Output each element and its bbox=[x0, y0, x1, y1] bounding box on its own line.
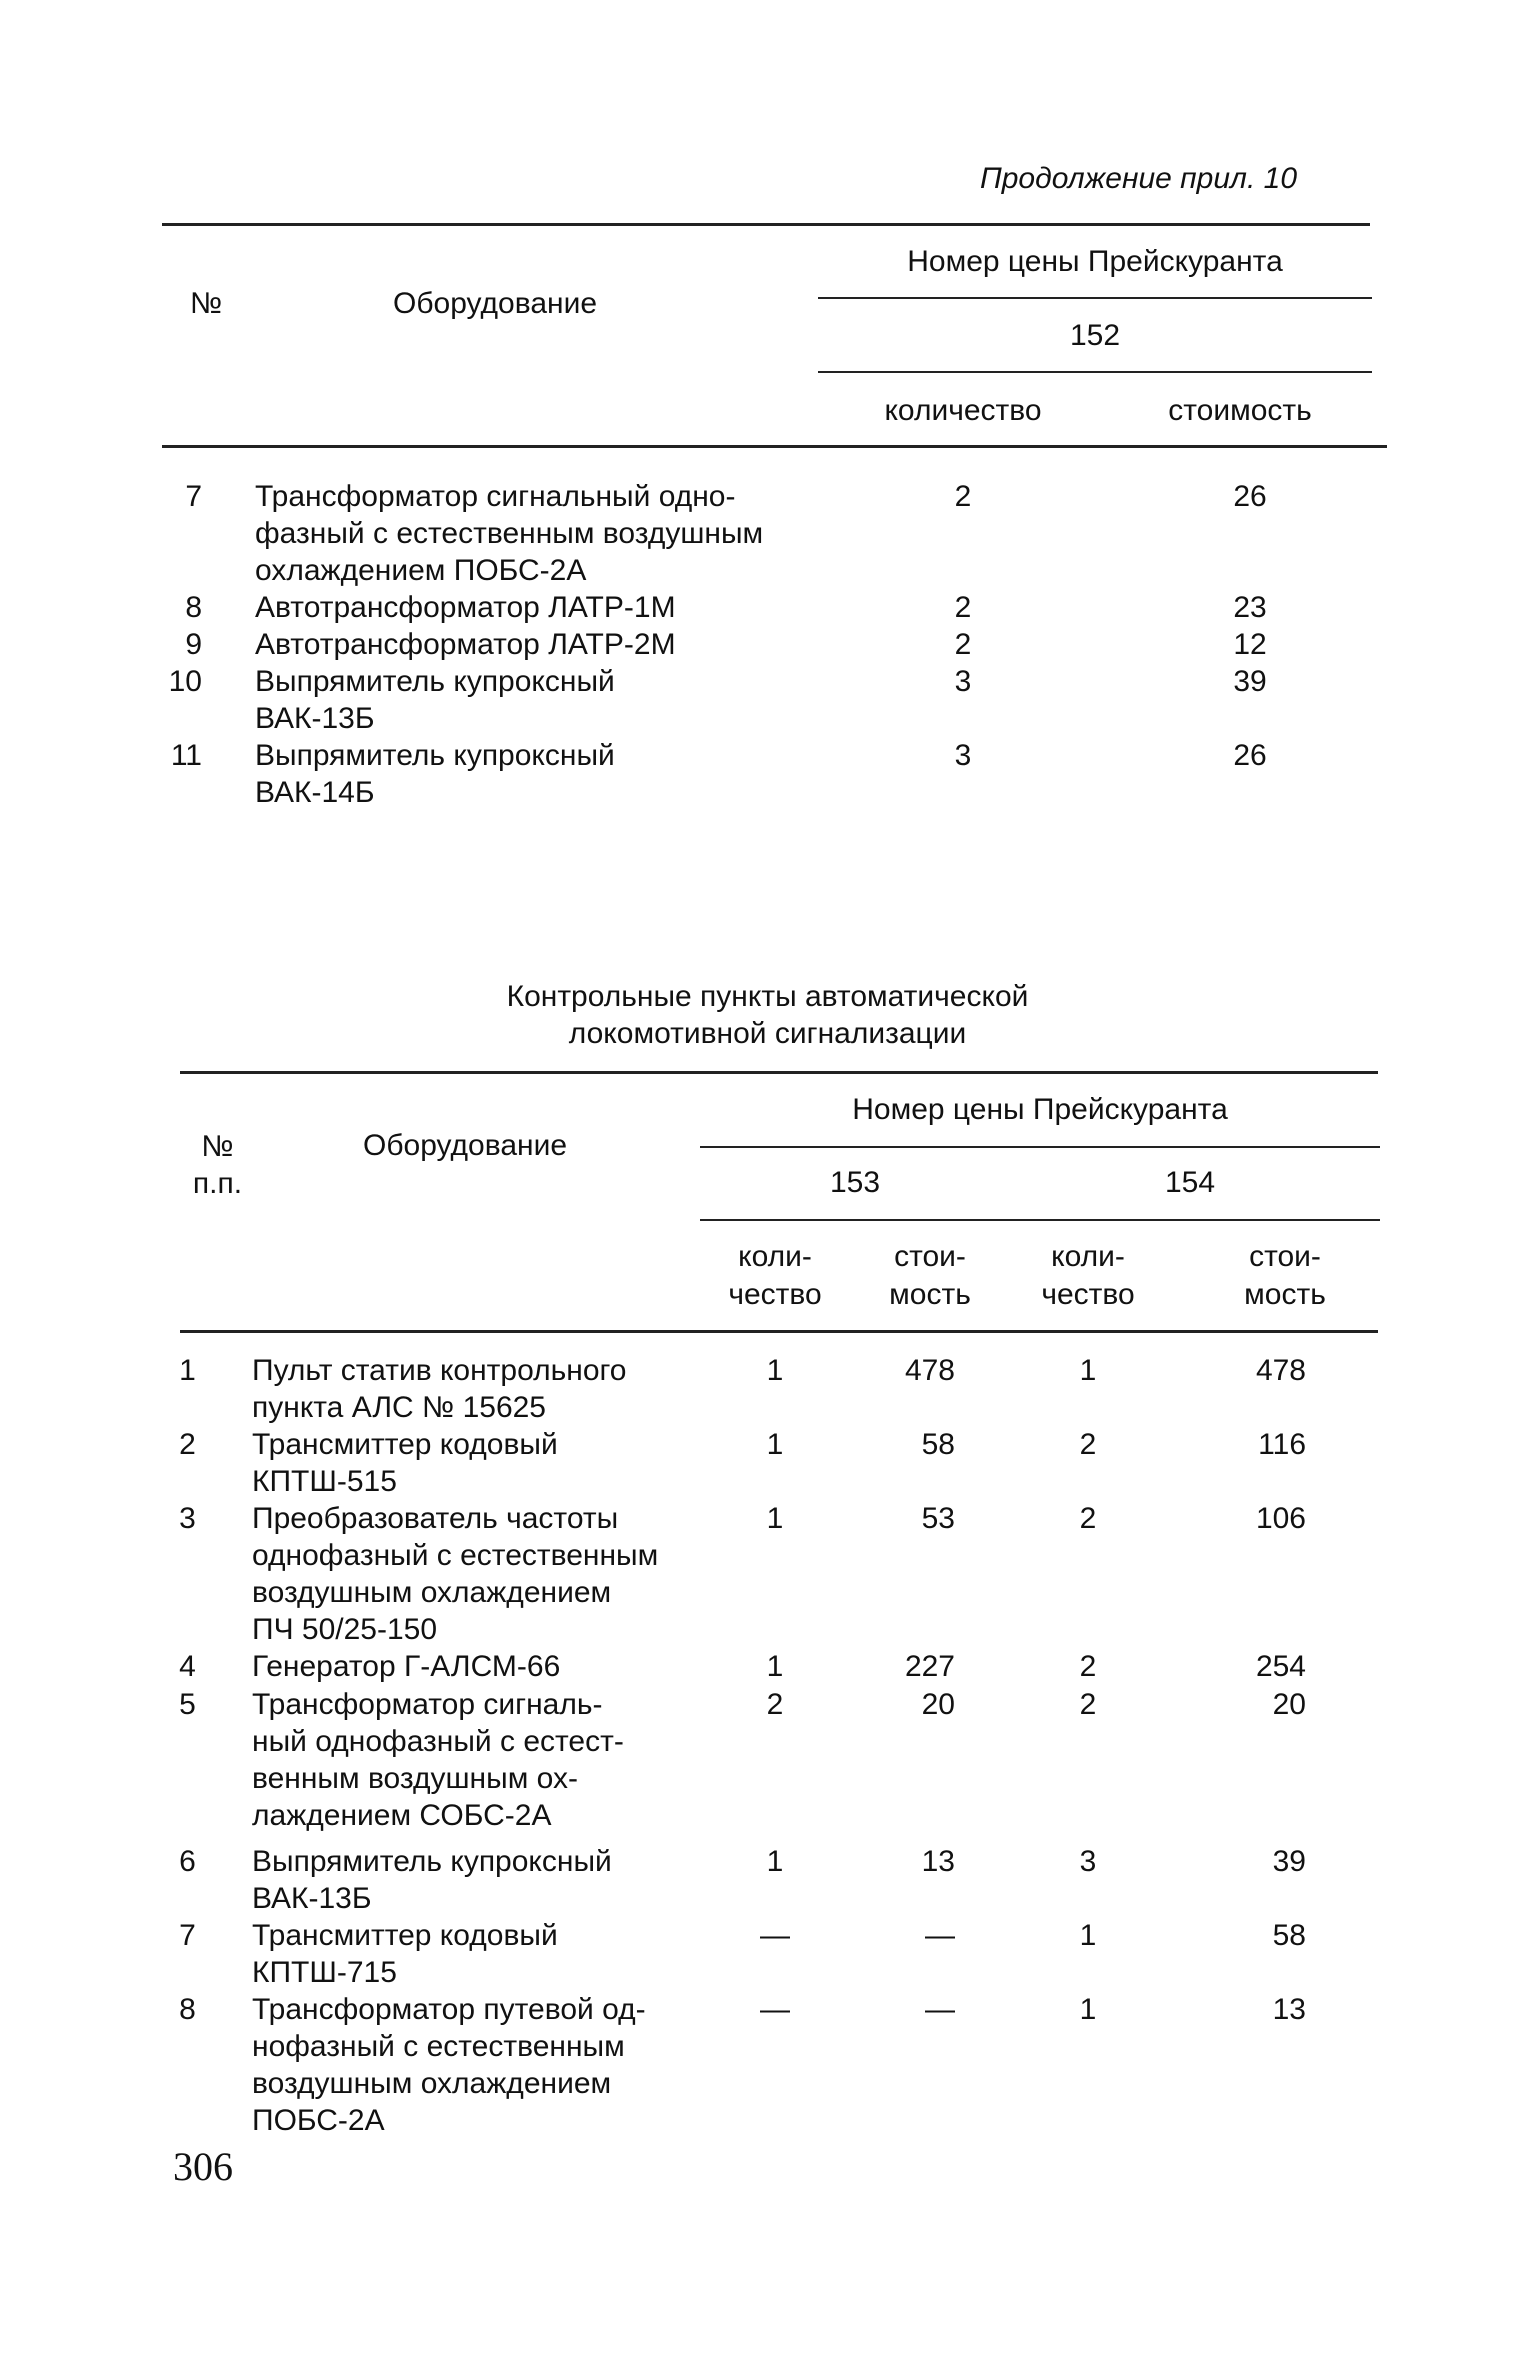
equipment-line: Выпрямитель купроксный bbox=[255, 665, 615, 698]
section-title-line-2: локомотивной сигнализации bbox=[568, 1017, 967, 1050]
equipment-line: ВАК-13Б bbox=[255, 702, 375, 735]
cost-154-value: 58 bbox=[1272, 1919, 1306, 1952]
cost-value: 39 bbox=[1233, 665, 1267, 698]
equipment-line: охлаждением ПОБС-2А bbox=[255, 554, 587, 587]
table-2-cost-154-line-2: мость bbox=[1244, 1278, 1326, 1311]
equipment-line: ПОБС-2А bbox=[252, 2104, 385, 2137]
table-2-rule-1 bbox=[700, 1146, 1380, 1148]
quantity-153-value: 2 bbox=[766, 1688, 784, 1721]
table-2-price-code-153: 153 bbox=[829, 1166, 881, 1199]
equipment-line: воздушным охлаждением bbox=[252, 1576, 612, 1609]
table-2-cost-154-line-1: стои- bbox=[1249, 1240, 1321, 1273]
quantity-153-value: — bbox=[760, 1919, 790, 1952]
row-number: 9 bbox=[185, 628, 202, 661]
table-2-qty-153-line-2: чество bbox=[728, 1278, 822, 1311]
row-number: 3 bbox=[179, 1502, 196, 1535]
row-number: 7 bbox=[179, 1919, 196, 1952]
table-1-sub-cost: стоимость bbox=[1168, 394, 1312, 427]
row-number: 10 bbox=[168, 665, 202, 698]
equipment-line: воздушным охлаждением bbox=[252, 2067, 612, 2100]
equipment-line: Автотрансформатор ЛАТР-2М bbox=[255, 628, 676, 661]
quantity-153-value: 1 bbox=[766, 1845, 784, 1878]
cost-153-value: 20 bbox=[921, 1688, 955, 1721]
equipment-line: лаждением СОБС-2А bbox=[252, 1799, 552, 1832]
table-2-qty-154-line-1: коли- bbox=[1051, 1240, 1125, 1273]
cost-153-value: — bbox=[925, 1919, 955, 1952]
table-1-col-equipment: Оборудование bbox=[393, 287, 598, 320]
continuation-note: Продолжение прил. 10 bbox=[980, 162, 1298, 195]
equipment-line: Трансформатор сигнальный одно- bbox=[255, 480, 736, 513]
row-number: 6 bbox=[179, 1845, 196, 1878]
equipment-line: фазный с естественным воздушным bbox=[255, 517, 764, 550]
quantity-value: 2 bbox=[954, 591, 972, 624]
row-number: 4 bbox=[179, 1650, 196, 1683]
table-2-qty-154-line-2: чество bbox=[1041, 1278, 1135, 1311]
equipment-line: венным воздушным ох- bbox=[252, 1762, 578, 1795]
row-number: 2 bbox=[179, 1428, 196, 1461]
section-title-line-1: Контрольные пункты автоматической bbox=[506, 980, 1029, 1013]
row-number: 5 bbox=[179, 1688, 196, 1721]
equipment-line: Генератор Г-АЛСМ-66 bbox=[252, 1650, 561, 1683]
quantity-154-value: 1 bbox=[1079, 1993, 1097, 2026]
table-1-col-no: № bbox=[190, 287, 223, 320]
row-number: 8 bbox=[185, 591, 202, 624]
row-number: 7 bbox=[185, 480, 202, 513]
equipment-line: однофазный с естественным bbox=[252, 1539, 659, 1572]
table-2-col-no-line-1: № bbox=[201, 1130, 234, 1163]
equipment-line: Трансформатор путевой од- bbox=[252, 1993, 646, 2026]
cost-153-value: 53 bbox=[921, 1502, 955, 1535]
cost-154-value: 39 bbox=[1272, 1845, 1306, 1878]
equipment-line: Выпрямитель купроксный bbox=[255, 739, 615, 772]
equipment-line: КПТШ-715 bbox=[252, 1956, 397, 1989]
cost-value: 26 bbox=[1233, 480, 1267, 513]
cost-153-value: 58 bbox=[921, 1428, 955, 1461]
table-1-header-bottom-rule bbox=[162, 445, 1387, 448]
equipment-line: Трансмиттер кодовый bbox=[252, 1919, 558, 1952]
table-2-cost-153-line-2: мость bbox=[889, 1278, 971, 1311]
quantity-153-value: — bbox=[760, 1993, 790, 2026]
quantity-value: 2 bbox=[954, 480, 972, 513]
cost-value: 12 bbox=[1233, 628, 1267, 661]
quantity-154-value: 3 bbox=[1079, 1845, 1097, 1878]
cost-value: 26 bbox=[1233, 739, 1267, 772]
equipment-line: ПЧ 50/25-150 bbox=[252, 1613, 438, 1646]
page-number: 306 bbox=[173, 2144, 233, 2189]
equipment-line: Трансформатор сигналь- bbox=[252, 1688, 603, 1721]
table-2-header-bottom-rule bbox=[180, 1330, 1378, 1333]
quantity-153-value: 1 bbox=[766, 1502, 784, 1535]
cost-154-value: 254 bbox=[1255, 1650, 1306, 1683]
table-2-top-rule bbox=[180, 1071, 1378, 1074]
table-2-cost-153-line-1: стои- bbox=[894, 1240, 966, 1273]
quantity-154-value: 1 bbox=[1079, 1919, 1097, 1952]
table-1-sub-qty: количество bbox=[884, 394, 1042, 427]
cost-154-value: 116 bbox=[1258, 1428, 1306, 1461]
quantity-153-value: 1 bbox=[766, 1650, 784, 1683]
cost-153-value: 227 bbox=[904, 1650, 955, 1683]
cost-154-value: 478 bbox=[1255, 1354, 1306, 1387]
table-1-price-code: 152 bbox=[1069, 319, 1121, 352]
quantity-154-value: 2 bbox=[1079, 1428, 1097, 1461]
quantity-154-value: 2 bbox=[1079, 1650, 1097, 1683]
equipment-line: ный однофазный с естест- bbox=[252, 1725, 624, 1758]
cost-154-value: 106 bbox=[1255, 1502, 1306, 1535]
equipment-line: пункта АЛС № 15625 bbox=[252, 1391, 546, 1424]
quantity-154-value: 2 bbox=[1079, 1502, 1097, 1535]
cost-154-value: 20 bbox=[1272, 1688, 1306, 1721]
quantity-154-value: 1 bbox=[1079, 1354, 1097, 1387]
cost-153-value: 478 bbox=[904, 1354, 955, 1387]
cost-value: 23 bbox=[1233, 591, 1267, 624]
equipment-line: нофазный с естественным bbox=[252, 2030, 625, 2063]
equipment-line: Трансмиттер кодовый bbox=[252, 1428, 558, 1461]
cost-153-value: — bbox=[925, 1993, 955, 2026]
table-1-rule-2 bbox=[818, 371, 1372, 373]
table-1-rule-1 bbox=[818, 297, 1372, 299]
row-number: 11 bbox=[170, 739, 202, 772]
equipment-line: ВАК-13Б bbox=[252, 1882, 372, 1915]
equipment-line: КПТШ-515 bbox=[252, 1465, 397, 1498]
quantity-154-value: 2 bbox=[1079, 1688, 1097, 1721]
table-2-qty-153-line-1: коли- bbox=[738, 1240, 812, 1273]
equipment-line: ВАК-14Б bbox=[255, 776, 375, 809]
equipment-line: Пульт статив контрольного bbox=[252, 1354, 627, 1387]
table-1-top-rule bbox=[162, 223, 1370, 226]
equipment-line: Автотрансформатор ЛАТР-1М bbox=[255, 591, 676, 624]
table-2-col-equipment: Оборудование bbox=[363, 1129, 568, 1162]
row-number: 1 bbox=[179, 1354, 196, 1387]
table-2-col-price-number: Номер цены Прейскуранта bbox=[852, 1093, 1228, 1126]
equipment-line: Выпрямитель купроксный bbox=[252, 1845, 612, 1878]
quantity-value: 3 bbox=[954, 665, 972, 698]
cost-153-value: 13 bbox=[921, 1845, 955, 1878]
row-number: 8 bbox=[179, 1993, 196, 2026]
table-2-col-no-line-2: п.п. bbox=[192, 1167, 243, 1200]
quantity-value: 2 bbox=[954, 628, 972, 661]
quantity-153-value: 1 bbox=[766, 1354, 784, 1387]
table-2-rule-2 bbox=[700, 1219, 1380, 1221]
quantity-value: 3 bbox=[954, 739, 972, 772]
cost-154-value: 13 bbox=[1272, 1993, 1306, 2026]
table-2-price-code-154: 154 bbox=[1164, 1166, 1216, 1199]
quantity-153-value: 1 bbox=[766, 1428, 784, 1461]
equipment-line: Преобразователь частоты bbox=[252, 1502, 619, 1535]
table-1-col-price-number: Номер цены Прейскуранта bbox=[907, 245, 1283, 278]
